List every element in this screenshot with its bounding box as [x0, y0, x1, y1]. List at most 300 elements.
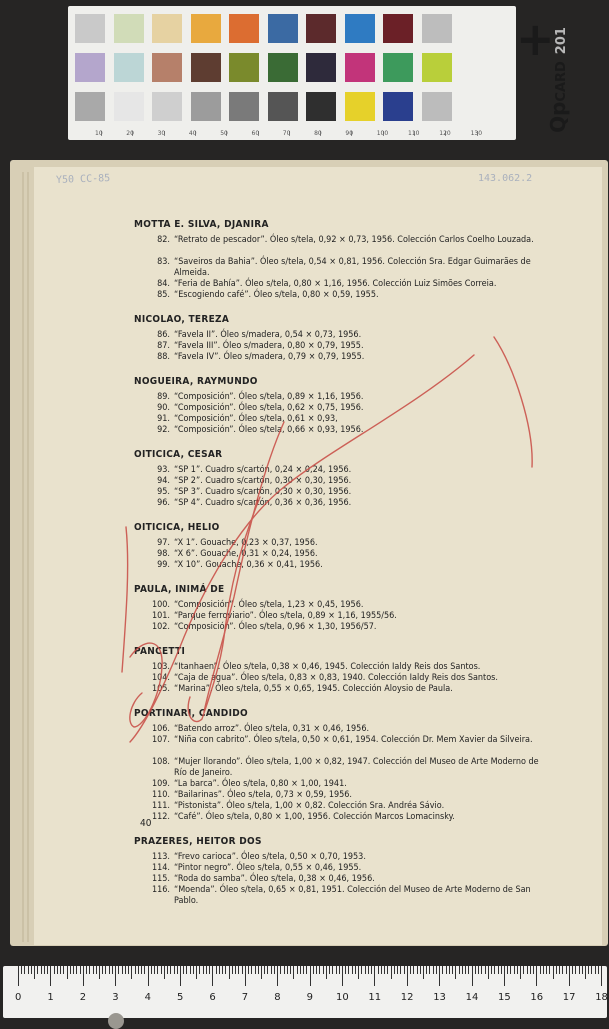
artist-heading: NICOLAO, TEREZA	[134, 314, 230, 325]
ruler-tick	[41, 966, 42, 974]
entry-text: “Composición”. Óleo s/tela, 0,96 × 1,30, 1956/57.	[174, 622, 377, 632]
ruler-tick	[206, 966, 207, 974]
ruler-tick	[212, 966, 213, 986]
ruler-tick	[141, 966, 142, 974]
ruler-number: 4	[144, 992, 151, 1003]
ruler-tick	[303, 966, 304, 974]
entry-text: “Frevo carioca”. Óleo s/tela, 0,50 × 0,70, 1953.	[174, 852, 366, 862]
entry-number: 96.	[157, 498, 170, 508]
card-scale-number: 20	[126, 130, 134, 137]
ruler-tick	[485, 966, 486, 974]
entry-text: “SP 3”. Cuadro s/cartón, 0,30 × 0,30, 1956.	[174, 487, 352, 497]
ruler-tick	[452, 966, 453, 974]
ruler-tick	[591, 966, 592, 974]
ruler-tick	[339, 966, 340, 974]
entry-text: “Composición”. Óleo s/tela, 0,61 × 0,93,	[174, 414, 338, 424]
entry-text: “Parque ferroviario”. Óleo s/tela, 0,89 × 1,16, 1955/56.	[174, 611, 397, 621]
ruler-tick	[352, 966, 353, 974]
ruler-tick	[504, 966, 505, 986]
ruler-tick	[562, 966, 563, 974]
entry-text: “Café”. Óleo s/tela, 0,80 × 1,00, 1956. Colección Marcos Lomacinsky.	[174, 812, 455, 822]
ruler-tick	[264, 966, 265, 974]
ruler-tick	[494, 966, 495, 974]
ruler-tick	[446, 966, 447, 974]
ruler-tick	[216, 966, 217, 974]
ruler-tick	[18, 966, 19, 986]
ruler-tick	[455, 966, 456, 979]
ruler-tick	[546, 966, 547, 974]
entry-number: 100.	[151, 600, 170, 610]
color-swatch	[306, 92, 336, 121]
ruler-number: 13	[433, 992, 446, 1003]
entry-text: “X 10”. Gouache, 0,36 × 0,41, 1956.	[174, 560, 323, 570]
card-scale-number: 100	[376, 130, 389, 137]
card-scale-number: 120	[439, 130, 451, 137]
ruler-tick	[514, 966, 515, 974]
ruler-tick	[595, 966, 596, 974]
ruler-tick	[575, 966, 576, 974]
card-scale-number: 70	[282, 130, 291, 137]
ruler-tick	[96, 966, 97, 974]
ruler-tick	[251, 966, 252, 974]
color-calibration-card	[68, 6, 570, 140]
entry-number: 83.	[157, 257, 170, 267]
ruler-tick	[261, 966, 262, 979]
ruler-tick	[517, 966, 518, 974]
entry-text: “Moenda”. Óleo s/tela, 0,65 × 0,81, 1951. Colección del Museo de Arte Moderno de San Pablo.	[174, 885, 531, 906]
ruler-tick	[310, 966, 311, 986]
ruler-tick	[566, 966, 567, 974]
color-swatch	[345, 53, 375, 82]
entry-number: 114.	[151, 863, 170, 873]
ruler-tick	[442, 966, 443, 974]
ruler-tick	[342, 966, 343, 986]
ruler-tick	[384, 966, 385, 974]
entry-number: 105.	[151, 684, 170, 694]
ruler-tick	[300, 966, 301, 974]
entry-text: “Feria de Bahía”. Óleo s/tela, 0,80 × 1,16, 1956. Colección Luiz Simões Correia.	[174, 279, 497, 289]
ruler-tick	[381, 966, 382, 974]
ruler-tick	[203, 966, 204, 974]
entry-text: “X 1”. Gouache, 0,23 × 0,37, 1956.	[174, 538, 318, 548]
ruler-tick	[601, 966, 602, 986]
ruler-tick	[93, 966, 94, 974]
entry-text: “Favela IV”. Óleo s/madera, 0,79 × 0,79, 1955.	[174, 352, 365, 362]
entry-text: “Composición”. Óleo s/tela, 0,89 × 1,16, 1956.	[174, 392, 364, 402]
ruler-tick	[102, 966, 103, 974]
ruler-tick	[151, 966, 152, 974]
ruler-tick	[323, 966, 324, 974]
ruler-tick	[391, 966, 392, 979]
ruler-tick	[161, 966, 162, 974]
ruler-tick	[533, 966, 534, 974]
ruler-tick	[326, 966, 327, 979]
color-swatch	[75, 14, 105, 43]
entry-number: 86.	[157, 330, 170, 340]
ruler-tick	[387, 966, 388, 974]
ruler-tick	[99, 966, 100, 979]
ruler-tick	[196, 966, 197, 979]
archive-stamp-left: Y50 CC-85	[55, 173, 111, 186]
ruler-number: 1	[47, 992, 54, 1003]
entry-number: 89.	[157, 392, 170, 402]
entry-number: 84.	[157, 279, 170, 289]
ruler-tick	[125, 966, 126, 974]
ruler-tick	[368, 966, 369, 974]
entry-number: 93.	[157, 465, 170, 475]
ruler-number: 5	[177, 992, 184, 1003]
entry-number: 113.	[151, 852, 170, 862]
ruler-tick	[115, 966, 116, 986]
page-number: 40	[140, 818, 152, 829]
ruler-tick	[332, 966, 333, 974]
entry-text: “SP 4”. Cuadro s/cartón, 0,36 × 0,36, 1956.	[174, 498, 352, 508]
ruler-tick	[183, 966, 184, 974]
ruler-tick	[31, 966, 32, 974]
card-brand-mark: Qp	[546, 101, 570, 133]
ruler-tick	[148, 966, 149, 986]
ruler-tick	[462, 966, 463, 974]
color-swatch	[229, 92, 259, 121]
entry-number: 104.	[151, 673, 170, 683]
ruler-tick	[60, 966, 61, 974]
ruler-tick	[313, 966, 314, 974]
artist-heading: MOTTA E. SILVA, DJANIRA	[134, 219, 269, 230]
ruler-tick	[400, 966, 401, 974]
ruler-tick	[585, 966, 586, 979]
ruler-tick	[50, 966, 51, 986]
ruler-tick	[488, 966, 489, 979]
color-swatch	[75, 92, 105, 121]
ruler-number: 14	[465, 992, 479, 1003]
ruler-tick	[277, 966, 278, 986]
measurement-ruler	[3, 966, 607, 1018]
ruler-tick	[478, 966, 479, 974]
ruler-tick	[154, 966, 155, 974]
entry-number: 98.	[157, 549, 170, 559]
card-brand-logo	[538, 16, 578, 140]
color-swatch	[422, 92, 452, 121]
ruler-tick	[569, 966, 570, 986]
entry-number: 106.	[151, 724, 170, 734]
ruler-tick	[510, 966, 511, 974]
ruler-tick	[76, 966, 77, 974]
card-scale-number: 130	[470, 130, 483, 137]
ruler-tick	[54, 966, 55, 974]
ruler-tick	[374, 966, 375, 986]
artist-heading: NOGUEIRA, RAYMUNDO	[134, 376, 258, 387]
color-swatch	[383, 53, 413, 82]
entry-number: 91.	[157, 414, 170, 424]
ruler-tick	[271, 966, 272, 974]
ruler-tick	[164, 966, 165, 979]
entry-number: 103.	[151, 662, 170, 672]
ruler-tick	[319, 966, 320, 974]
ruler-tick	[429, 966, 430, 974]
ruler-tick	[420, 966, 421, 974]
ruler-tick	[193, 966, 194, 974]
entry-number: 115.	[151, 874, 170, 884]
color-swatch	[114, 14, 144, 43]
entry-text: “Pintor negro”. Óleo s/tela, 0,55 × 0,46, 1955.	[174, 863, 362, 873]
artist-heading: OITICICA, HELIO	[134, 522, 220, 533]
ruler-tick	[238, 966, 239, 974]
color-swatch	[345, 14, 375, 43]
card-brand-word: CARD	[554, 61, 569, 102]
ruler-tick	[199, 966, 200, 974]
ruler-tick	[235, 966, 236, 974]
entry-text: “Bailarinas”. Óleo s/tela, 0,73 × 0,59, 1956.	[174, 790, 352, 800]
entry-text: “Mujer llorando”. Óleo s/tela, 1,00 × 0,82, 1947. Colección del Museo de Arte Moderno de Río de Janeiro.	[174, 757, 539, 778]
ruler-tick	[498, 966, 499, 974]
ruler-tick	[549, 966, 550, 974]
entry-number: 110.	[151, 790, 170, 800]
card-crosshair: +	[516, 12, 555, 66]
color-swatch	[422, 53, 452, 82]
ruler-tick	[355, 966, 356, 974]
ruler-tick	[157, 966, 158, 974]
entry-text: “Escogiendo café”. Óleo s/tela, 0,80 × 0,59, 1955.	[174, 290, 379, 300]
entry-number: 95.	[157, 487, 170, 497]
ruler-tick	[190, 966, 191, 974]
ruler-tick	[80, 966, 81, 974]
entry-number: 101.	[151, 611, 170, 621]
archive-stamp-right: 143.062.2	[478, 173, 533, 184]
ruler-tick	[89, 966, 90, 974]
ruler-tick	[248, 966, 249, 974]
artist-heading: PANCETTI	[134, 646, 186, 657]
color-swatch	[152, 53, 182, 82]
entry-text: “Caja de agua”. Óleo s/tela, 0,83 × 0,83, 1940. Colección Ialdy Reis dos Santos.	[174, 673, 498, 683]
ruler-tick	[579, 966, 580, 974]
ruler-number: 6	[209, 992, 216, 1003]
ruler-tick	[109, 966, 110, 974]
card-brand-number: 201	[554, 27, 569, 55]
color-swatch	[191, 92, 221, 121]
ruler-tick	[413, 966, 414, 974]
ruler-tick	[459, 966, 460, 974]
color-swatch	[268, 14, 298, 43]
artist-heading: PAULA, INIMÁ DE	[134, 584, 225, 595]
card-scale-number: 40	[188, 130, 197, 137]
color-swatch	[229, 53, 259, 82]
color-swatch	[306, 53, 336, 82]
ruler-tick	[47, 966, 48, 974]
ruler-tick	[21, 966, 22, 974]
ruler-tick	[371, 966, 372, 974]
ruler-tick	[118, 966, 119, 974]
entry-text: “Composición”. Óleo s/tela, 0,66 × 0,93, 1956.	[174, 425, 364, 435]
ruler-tick	[24, 966, 25, 974]
entry-number: 92.	[157, 425, 170, 435]
ruler-tick	[556, 966, 557, 974]
entry-text: “Favela II”. Óleo s/madera, 0,54 × 0,73, 1956.	[174, 330, 362, 340]
ruler-tick	[572, 966, 573, 974]
ruler-tick	[530, 966, 531, 974]
entry-text: “Retrato de pescador”. Óleo s/tela, 0,92 × 0,73, 1956. Colección Carlos Coelho Louzada.	[174, 235, 534, 245]
ruler-tick	[287, 966, 288, 974]
entry-number: 112.	[151, 812, 170, 822]
ruler-tick	[34, 966, 35, 979]
ruler-tick	[491, 966, 492, 974]
ruler-tick	[219, 966, 220, 974]
ruler-tick	[520, 966, 521, 979]
ruler-tick	[274, 966, 275, 974]
ruler-tick	[433, 966, 434, 974]
entry-number: 90.	[157, 403, 170, 413]
entry-number: 116.	[151, 885, 170, 895]
ruler-tick	[186, 966, 187, 974]
ruler-number: 8	[274, 992, 281, 1003]
ruler-tick	[290, 966, 291, 974]
ruler-tick	[527, 966, 528, 974]
ruler-tick	[225, 966, 226, 974]
ruler-tick	[553, 966, 554, 979]
artist-heading: PORTINARI, CANDIDO	[134, 708, 248, 719]
entry-text: “Favela III”. Óleo s/madera, 0,80 × 0,79, 1955.	[174, 341, 364, 351]
ruler-tick	[73, 966, 74, 974]
ruler-tick	[507, 966, 508, 974]
ruler-tick	[28, 966, 29, 974]
entry-number: 99.	[157, 560, 170, 570]
ruler-tick	[426, 966, 427, 974]
color-swatch	[114, 92, 144, 121]
ruler-tick	[465, 966, 466, 974]
ruler-number: 7	[241, 992, 249, 1003]
ruler-tick	[167, 966, 168, 974]
color-swatch	[152, 14, 182, 43]
entry-text: “La barca”. Óleo s/tela, 0,80 × 1,00, 1941.	[174, 779, 347, 789]
entry-text: “Saveiros da Bahia”. Óleo s/tela, 0,54 × 0,81, 1956. Colección Sra. Edgar Guimarães de Almeida.	[174, 257, 531, 278]
ruler-tick	[559, 966, 560, 974]
entry-number: 82.	[157, 235, 170, 245]
catalog-page	[34, 167, 602, 945]
entry-number: 94.	[157, 476, 170, 486]
color-swatch	[383, 14, 413, 43]
ruler-tick	[267, 966, 268, 974]
color-swatch	[268, 53, 298, 82]
ruler-tick	[417, 966, 418, 974]
entry-text: “Roda do samba”. Óleo s/tela, 0,38 × 0,46, 1956.	[174, 874, 375, 884]
ruler-number: 2	[79, 992, 87, 1003]
color-swatch	[383, 92, 413, 121]
ruler-tick	[365, 966, 366, 974]
entry-text: “Batendo arroz”. Óleo s/tela, 0,31 × 0,46, 1956.	[174, 724, 370, 734]
ruler-tick	[329, 966, 330, 974]
ruler-number: 10	[336, 992, 349, 1003]
color-swatch	[306, 14, 336, 43]
ruler-tick	[523, 966, 524, 974]
color-swatch	[191, 14, 221, 43]
ruler-tick	[348, 966, 349, 974]
ruler-tick	[177, 966, 178, 974]
card-scale-number: 50	[220, 130, 228, 137]
entry-number: 108.	[151, 757, 170, 767]
ruler-knob	[108, 1013, 124, 1029]
color-swatch	[268, 92, 298, 121]
ruler-tick	[316, 966, 317, 974]
ruler-tick	[280, 966, 281, 974]
entry-text: “Marina”. Óleo s/tela, 0,55 × 0,65, 1945. Colección Aloysio de Paula.	[174, 684, 453, 694]
card-scale-number: 10	[95, 130, 103, 137]
entry-number: 87.	[157, 341, 170, 351]
ruler-number: 3	[112, 992, 119, 1003]
ruler-number: 17	[562, 992, 576, 1003]
ruler-tick	[122, 966, 123, 974]
ruler-tick	[135, 966, 136, 974]
entry-text: “Composición”. Óleo s/tela, 1,23 × 0,45, 1956.	[174, 600, 364, 610]
ruler-tick	[67, 966, 68, 979]
color-swatch	[152, 92, 182, 121]
card-scale-number: 80	[314, 130, 322, 137]
ruler-tick	[63, 966, 64, 974]
page-edge	[27, 172, 29, 942]
ruler-tick	[232, 966, 233, 974]
ruler-tick	[536, 966, 537, 986]
ruler-number: 16	[530, 992, 544, 1003]
ruler-tick	[245, 966, 246, 986]
entry-text: “SP 2”. Cuadro s/cartón, 0,30 × 0,30, 1956.	[174, 476, 352, 486]
ruler-tick	[449, 966, 450, 974]
ruler-tick	[138, 966, 139, 974]
ruler-tick	[423, 966, 424, 979]
ruler-tick	[57, 966, 58, 974]
artist-heading: OITICICA, CESAR	[134, 449, 223, 460]
entry-number: 109.	[151, 779, 170, 789]
red-pencil-annotation	[34, 167, 602, 945]
ruler-number: 11	[368, 992, 382, 1003]
ruler-tick	[222, 966, 223, 974]
ruler-tick	[174, 966, 175, 974]
ruler-tick	[397, 966, 398, 974]
color-swatch	[229, 14, 259, 43]
ruler-tick	[297, 966, 298, 974]
ruler-tick	[358, 966, 359, 979]
color-swatch	[75, 53, 105, 82]
ruler-tick	[293, 966, 294, 979]
ruler-tick	[209, 966, 210, 974]
ruler-tick	[361, 966, 362, 974]
entry-number: 97.	[157, 538, 170, 548]
entry-text: “Niña con cabrito”. Óleo s/tela, 0,50 × 0,61, 1954. Colección Dr. Mem Xavier da Silveira.	[174, 735, 533, 745]
ruler-number: 15	[498, 992, 511, 1003]
entry-number: 85.	[157, 290, 170, 300]
page-edge	[22, 172, 24, 942]
ruler-tick	[128, 966, 129, 974]
ruler-tick	[144, 966, 145, 974]
ruler-tick	[336, 966, 337, 974]
ruler-tick	[70, 966, 71, 974]
ruler-tick	[105, 966, 106, 974]
ruler-tick	[472, 966, 473, 986]
ruler-tick	[439, 966, 440, 986]
ruler-tick	[131, 966, 132, 979]
card-scale-number: 110	[408, 130, 420, 137]
ruler-number: 12	[400, 992, 414, 1003]
ruler-tick	[86, 966, 87, 974]
ruler-tick	[44, 966, 45, 974]
ruler-tick	[598, 966, 599, 974]
ruler-tick	[404, 966, 405, 974]
ruler-tick	[170, 966, 171, 974]
entry-number: 111.	[151, 801, 170, 811]
ruler-tick	[258, 966, 259, 974]
ruler-tick	[83, 966, 84, 986]
ruler-tick	[588, 966, 589, 974]
entry-number: 88.	[157, 352, 170, 362]
entry-text: “SP 1”. Cuadro s/cartón, 0,24 × 0,24, 1956.	[174, 465, 352, 475]
ruler-tick	[242, 966, 243, 974]
